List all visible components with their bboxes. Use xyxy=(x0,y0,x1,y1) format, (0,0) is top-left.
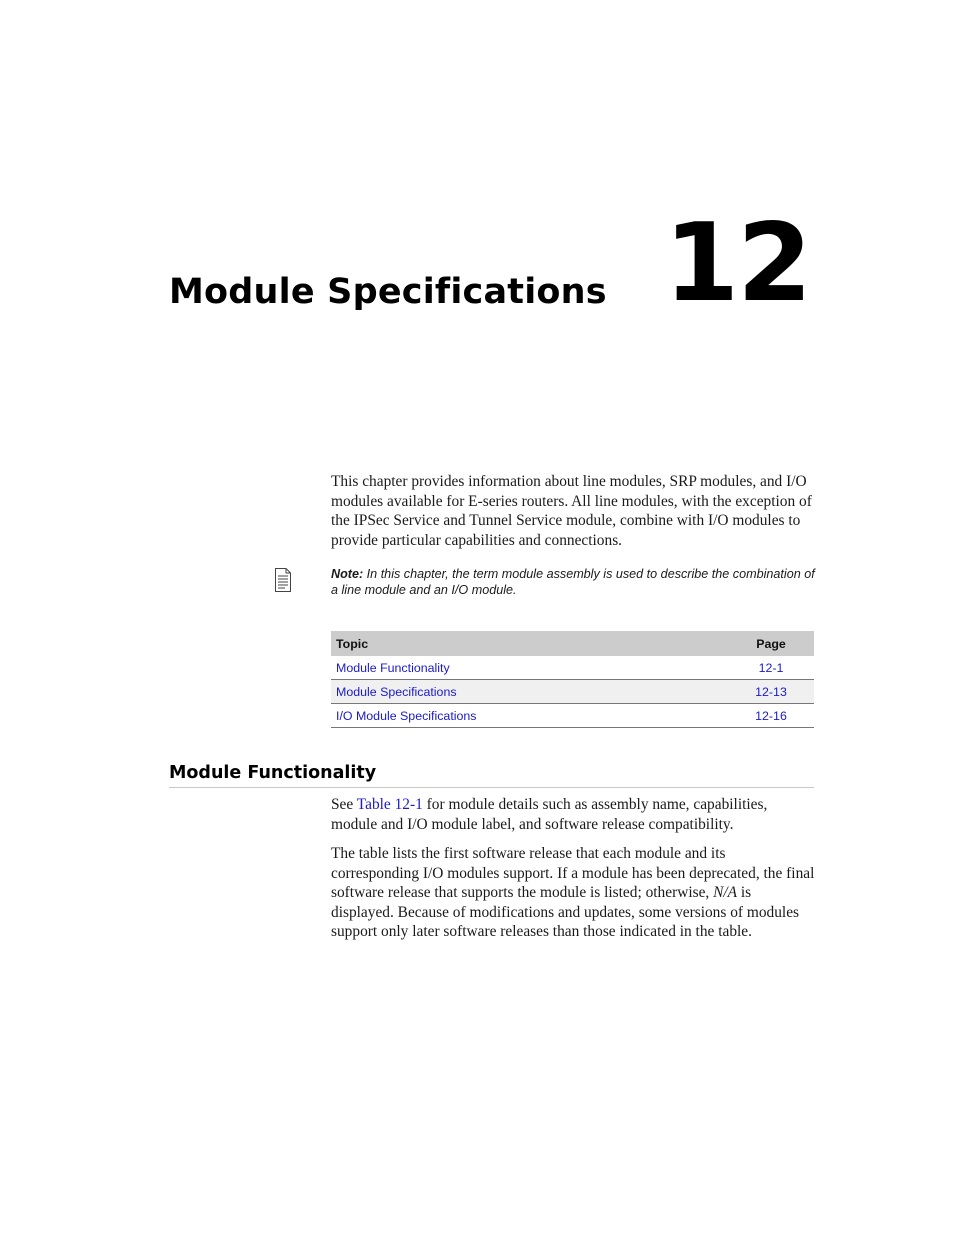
page-link-module-specifications[interactable]: 12-13 xyxy=(755,684,787,699)
table-row xyxy=(331,704,814,728)
intro-paragraph: This chapter provides information about line modules, SRP modules, and I/O modules available for E-series routers. All line modules, with the exception of the IPSec Service and Tunnel Service module, combine with I/O modules to provide particular capabilities and connections. xyxy=(331,473,812,549)
section-heading: Module Functionality xyxy=(169,762,814,788)
section-paragraph-2 xyxy=(331,844,815,942)
para1-text-after: for module details such as assembly name, capabilities, module and I/O module label, and software release compatibility. xyxy=(331,796,768,833)
page-link-io-module-specifications[interactable]: 12-16 xyxy=(755,708,787,723)
page-column-header: Page xyxy=(756,636,786,651)
topic-table xyxy=(331,631,814,728)
note-document-icon xyxy=(274,568,292,592)
table-reference-link[interactable]: Table 12-1 xyxy=(356,796,423,813)
table-row xyxy=(331,656,814,680)
para1-text-before: See xyxy=(331,796,357,813)
chapter-number: 12 xyxy=(664,201,811,326)
topic-link-module-specifications[interactable]: Module Specifications xyxy=(336,684,457,699)
para2-text-before: The table lists the first software release that each module and its corresponding I/O modules support. If a module has been deprecated, the final software release that supports the module is listed; otherwise, xyxy=(331,845,815,902)
chapter-title: Module Specifications xyxy=(169,272,607,312)
topic-link-module-functionality[interactable]: Module Functionality xyxy=(336,660,450,675)
note-label: Note: xyxy=(331,567,364,581)
topic-table-body xyxy=(331,656,814,728)
note-body: In this chapter, the term module assembly is used to describe the combination of a line module and an I/O module. xyxy=(331,567,815,597)
topic-column-header: Topic xyxy=(336,636,369,651)
note-text xyxy=(331,566,815,598)
table-row xyxy=(331,680,814,704)
topic-link-io-module-specifications[interactable]: I/O Module Specifications xyxy=(336,708,477,723)
topic-table-header xyxy=(331,631,814,656)
para2-emphasis: N/A xyxy=(713,884,738,902)
page-link-module-functionality[interactable]: 12-1 xyxy=(758,660,784,675)
section-paragraph-1 xyxy=(331,795,815,834)
para2-text-after: is displayed. Because of modifications and updates, some versions of modules support only later software releases than those indicated in the table. xyxy=(331,884,800,941)
